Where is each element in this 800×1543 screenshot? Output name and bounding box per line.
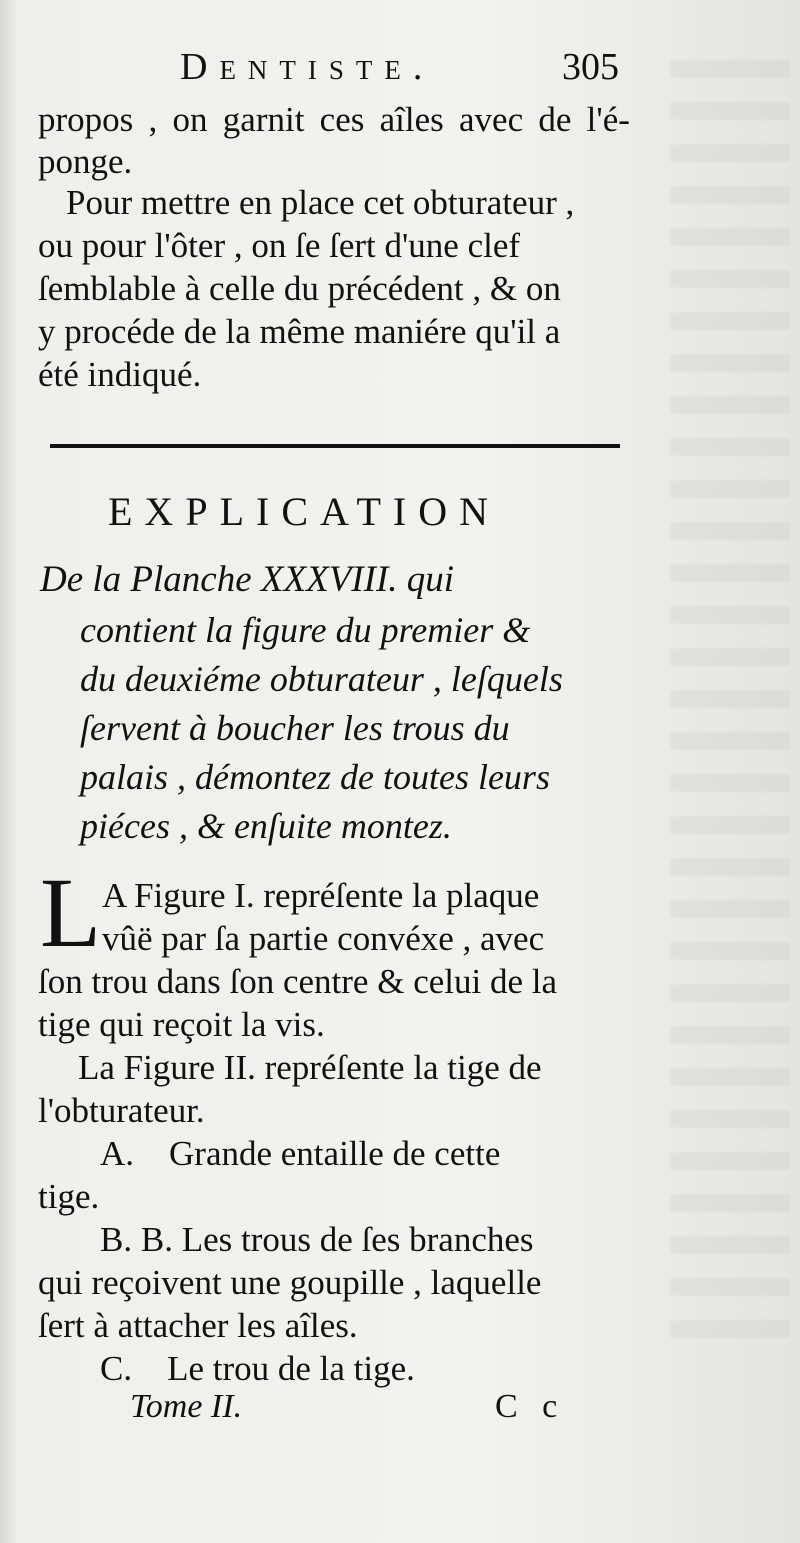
- section-title: EXPLICATION: [108, 489, 500, 534]
- paragraph-2-line-4: y procéde de la même maniére qu'il a: [38, 312, 561, 351]
- paragraph-1-line-2: ponge.: [38, 142, 133, 181]
- paragraph-2-line-3: ſemblable à celle du précédent , & on: [38, 269, 561, 308]
- section-divider: [50, 444, 620, 448]
- word: ,: [148, 100, 158, 139]
- word: garnit: [222, 100, 305, 139]
- page-number: 305: [562, 46, 619, 88]
- paragraph-2-line-2: ou pour l'ôter , on ſe ſert d'une clef: [38, 226, 521, 265]
- running-title: Dentiste.: [180, 46, 435, 88]
- figure-1-line-1: A Figure I. repréſente la plaque: [102, 876, 540, 915]
- subtitle-line-2: contient la figure du premier &: [80, 610, 531, 650]
- paragraph-2-line-1: Pour mettre en place cet obturateur ,: [66, 183, 575, 222]
- subtitle-line-4: ſervent à boucher les trous du: [80, 708, 510, 748]
- figure-1-line-4: tige qui reçoit la vis.: [38, 1005, 325, 1044]
- drop-capital: L: [40, 857, 102, 968]
- figure-2-line-2: l'obturateur.: [38, 1091, 205, 1130]
- subtitle-line-1: De la Planche XXXVIII. qui: [40, 559, 455, 600]
- word: ces: [319, 100, 365, 139]
- item-a-line-1: A. Grande entaille de cette: [100, 1134, 501, 1173]
- paragraph-2-line-5: été indiqué.: [38, 355, 202, 394]
- volume-label: Tome II.: [130, 1388, 243, 1425]
- subtitle-line-5: palais , démontez de toutes leurs: [80, 757, 550, 797]
- word: propos: [38, 100, 134, 139]
- subtitle-line-6: piéces , & enſuite montez.: [80, 806, 452, 846]
- word: l'é-: [586, 100, 630, 139]
- figure-1-line-3: ſon trou dans ſon centre & celui de la: [38, 962, 558, 1001]
- item-bb-line-3: ſert à attacher les aîles.: [38, 1306, 358, 1345]
- word: aîles: [379, 100, 444, 139]
- signature-mark: C c: [495, 1388, 566, 1425]
- word: de: [538, 100, 572, 139]
- word: avec: [459, 100, 524, 139]
- item-a-line-2: tige.: [38, 1177, 100, 1216]
- figure-1-line-2: vûë par ſa partie convéxe , avec: [102, 919, 545, 958]
- item-c-line: C. Le trou de la tige.: [100, 1349, 415, 1388]
- word: on: [172, 100, 208, 139]
- item-bb-line-1: B. B. Les trous de ſes branches: [100, 1220, 534, 1259]
- show-through-text: [670, 60, 790, 1360]
- subtitle-line-3: du deuxiéme obturateur , leſquels: [80, 659, 563, 699]
- item-bb-line-2: qui reçoivent une goupille , laquelle: [38, 1263, 542, 1302]
- figure-2-line-1: La Figure II. repréſente la tige de: [78, 1048, 542, 1087]
- paragraph-1-line-1: [38, 100, 630, 140]
